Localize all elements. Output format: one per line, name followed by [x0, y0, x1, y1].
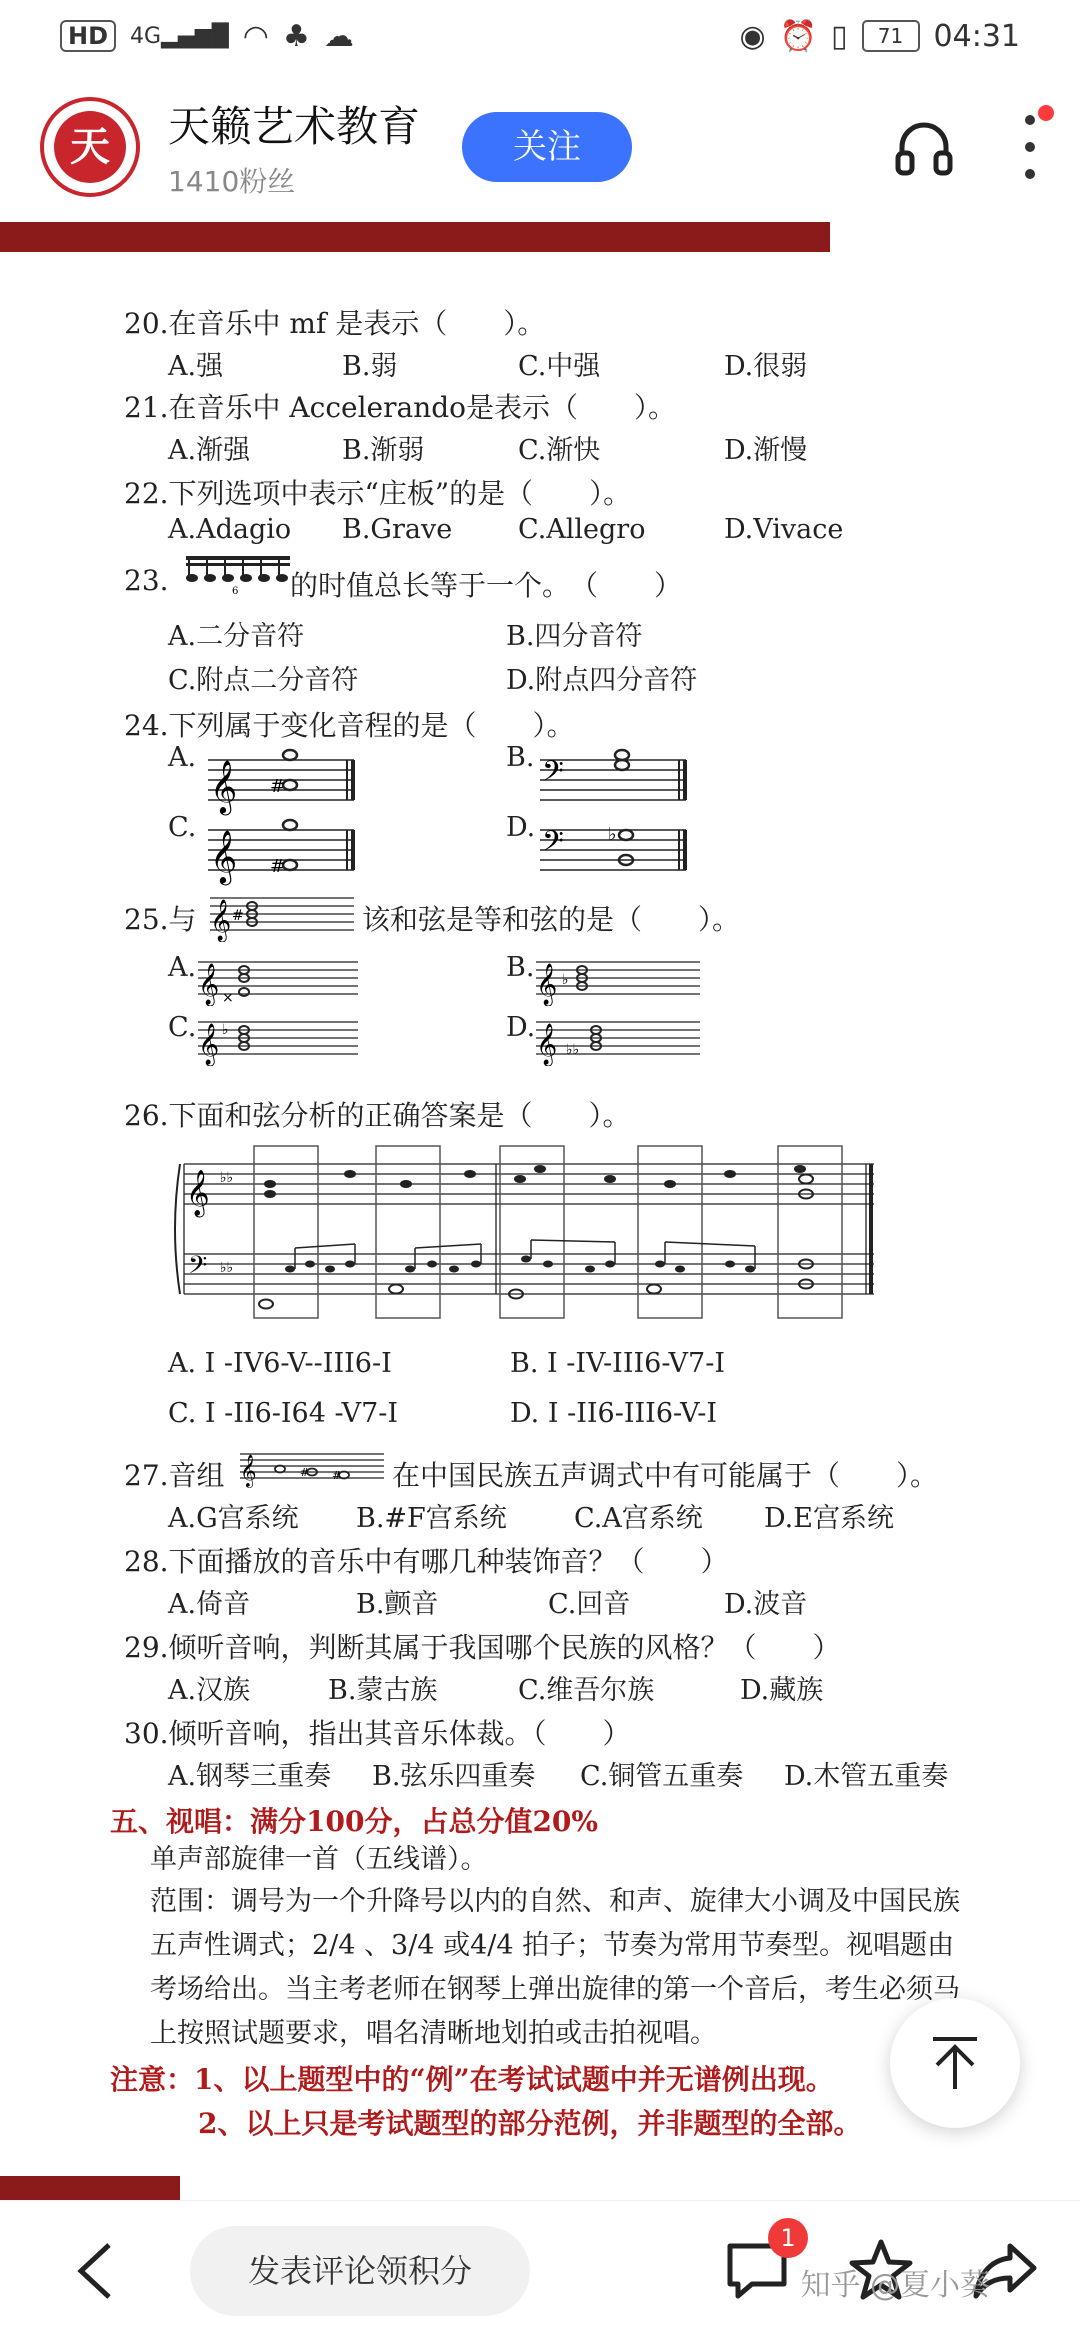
signal-icon: 4G▂▄▆█: [130, 23, 229, 49]
option: A.强: [168, 351, 224, 382]
svg-text:#: #: [300, 1466, 310, 1479]
svg-text:𝄞: 𝄞: [536, 1024, 558, 1065]
comment-input[interactable]: 发表评论领积分: [190, 2226, 530, 2316]
page-number-tab: [0, 2176, 180, 2202]
fan-count: 1410粉丝: [168, 165, 296, 198]
question-28: 28.下面播放的音乐中有哪几种装饰音？（ ）: [124, 1545, 729, 1578]
option: C.铜管五重奏: [580, 1761, 744, 1792]
svg-text:♭: ♭: [608, 824, 617, 845]
svg-text:𝄞: 𝄞: [210, 759, 238, 813]
svg-text:𝄞: 𝄞: [210, 900, 232, 941]
eye-icon: ◉: [739, 18, 766, 54]
document-page: [0, 222, 1080, 2202]
option: A.倚音: [168, 1589, 251, 1620]
more-dot: [1025, 115, 1035, 125]
option: D. I -II6-III6-V-I: [510, 1398, 717, 1429]
more-dot: [1025, 142, 1035, 152]
option: B.弱: [342, 351, 398, 382]
option: D.木管五重奏: [784, 1761, 949, 1792]
question-26: 26.下面和弦分析的正确答案是（ ）。: [124, 1099, 631, 1132]
option: C. I -II6-I64 -V7-I: [168, 1398, 399, 1429]
account-name: 天籁艺术教育: [168, 103, 421, 150]
avatar[interactable]: [40, 97, 140, 197]
option: C.附点二分音符: [168, 665, 359, 696]
follow-button[interactable]: 关注: [462, 112, 632, 182]
music-staff-a: [208, 746, 358, 818]
svg-text:𝄞: 𝄞: [240, 1454, 257, 1487]
option-label: C.: [168, 1012, 197, 1043]
more-dot: [1025, 169, 1035, 179]
note-line-1: 注意：1、以上题型中的“例”在考试试题中并无谱例出现。: [110, 2063, 834, 2096]
clock-time: 04:31: [933, 18, 1020, 54]
music-staff-b: [540, 746, 690, 818]
option: D.藏族: [740, 1675, 824, 1706]
arrow-up-icon: [925, 2033, 985, 2093]
chord-staff: [210, 890, 356, 942]
svg-text:#: #: [232, 908, 244, 924]
option-label: D.: [506, 1012, 536, 1043]
option: B.颤音: [356, 1589, 439, 1620]
option: A.钢琴三重奏: [168, 1761, 332, 1792]
svg-text:#: #: [270, 856, 286, 877]
question-22: 22.下列选项中表示“庄板”的是（ ）。: [124, 477, 632, 510]
status-right: [739, 19, 1020, 54]
option: D.很弱: [724, 351, 808, 382]
option: A. I -IV6-V--III6-I: [168, 1348, 392, 1379]
wifi-icon: ◠: [242, 18, 269, 54]
question-23-suffix: 的时值总长等于一个。 （ ）: [290, 569, 683, 602]
option: C.回音: [548, 1589, 631, 1620]
svg-text:#: #: [270, 776, 286, 797]
svg-text:♭♭: ♭♭: [220, 1260, 234, 1276]
option: D.Vivace: [724, 514, 844, 545]
svg-text:♭♭: ♭♭: [566, 1042, 580, 1058]
note-line-2: 2、以上只是考试题型的部分范例，并非题型的全部。: [198, 2107, 862, 2140]
option: B.渐弱: [342, 435, 425, 466]
option-label: B.: [506, 742, 535, 773]
music-staff-d: [540, 816, 690, 888]
section-title: 五、视唱：满分100分，占总分值20%: [110, 1805, 599, 1838]
headphones-icon[interactable]: [892, 115, 956, 179]
question-25: 25.与: [124, 903, 197, 936]
pitch-set-staff: [240, 1448, 386, 1488]
chord-staff-a: [198, 952, 360, 1006]
svg-text:𝄞: 𝄞: [210, 829, 238, 883]
question-21: 21.在音乐中 Accelerando是表示（ ）。: [124, 391, 677, 424]
question-25-suffix: 该和弦是等和弦的是（ ）。: [362, 903, 741, 936]
option: B. I -IV-III6-V7-I: [510, 1348, 725, 1379]
battery-icon: 71: [862, 20, 920, 52]
comments-button[interactable]: [722, 2223, 796, 2306]
notification-dot: [1038, 105, 1054, 121]
svg-text:𝄢: 𝄢: [542, 755, 564, 795]
question-27-suffix: 在中国民族五声调式中有可能属于（ ）。: [392, 1459, 939, 1492]
header-actions: [892, 115, 1040, 179]
chord-staff-d: [536, 1012, 702, 1066]
comment-count-badge: 1: [768, 2218, 808, 2258]
option-label: B.: [506, 952, 535, 983]
more-menu-icon[interactable]: [1020, 115, 1040, 179]
question-23: 23.: [124, 564, 169, 597]
music-staff-c: [208, 816, 358, 888]
scroll-to-top-button[interactable]: [890, 1998, 1020, 2128]
question-30: 30.倾听音响，指出其音乐体裁。（ ）: [124, 1717, 631, 1750]
section-paragraph: 范围：调号为一个升降号以内的自然、和声、旋律大小调及中国民族五声性调式；2/4 、3/4 或4/4 拍子；节奏为常用节奏型。视唱题由考场给出。当主考老师在钢琴上弹出旋律的第一个音后，考生必须马上按照试题要求，唱名清晰地划拍或击拍视唱。: [150, 1886, 960, 2049]
question-24: 24.下列属于变化音程的是（ ）。: [124, 709, 575, 742]
svg-text:×: ×: [222, 990, 234, 1006]
vibrate-icon: ▯: [831, 18, 848, 54]
option: D.波音: [724, 1589, 808, 1620]
svg-text:6: 6: [232, 586, 239, 596]
svg-text:𝄢: 𝄢: [188, 1251, 208, 1286]
back-button[interactable]: [40, 2216, 150, 2326]
option-label: C.: [168, 812, 197, 843]
option: D.附点四分音符: [506, 665, 698, 696]
account-header: [0, 72, 1080, 222]
svg-text:𝄞: 𝄞: [186, 1170, 210, 1216]
alarm-icon: ⏰: [779, 18, 818, 54]
option: A.G宫系统: [168, 1503, 299, 1534]
question-27: 27.音组: [124, 1459, 225, 1492]
status-bar: [0, 0, 1080, 72]
account-info[interactable]: [168, 94, 420, 200]
svg-text:#: #: [332, 1469, 342, 1482]
svg-text:𝄞: 𝄞: [198, 964, 220, 1005]
svg-text:♭: ♭: [562, 972, 569, 988]
option-label: A.: [168, 742, 197, 773]
chord-staff-b: [536, 952, 702, 1006]
section-line: 单声部旋律一首（五线谱）。: [150, 1844, 488, 1875]
option: A.渐强: [168, 435, 251, 466]
qq-icon: ♣: [282, 18, 310, 54]
back-arrow-icon: [73, 2241, 117, 2301]
option: D.E宫系统: [764, 1503, 894, 1534]
svg-text:♭♭: ♭♭: [220, 1170, 234, 1186]
svg-text:𝄞: 𝄞: [536, 964, 558, 1005]
svg-text:♭: ♭: [222, 1022, 229, 1038]
cloud-icon: ☁: [323, 18, 354, 54]
option-label: D.: [506, 812, 536, 843]
option: A.Adagio: [168, 514, 292, 545]
option: D.渐慢: [724, 435, 808, 466]
svg-text:𝄞: 𝄞: [198, 1024, 220, 1065]
avatar-logo: 天: [54, 111, 126, 183]
question-29: 29.倾听音响，判断其属于我国哪个民族的风格？（ ）: [124, 1631, 841, 1664]
grand-staff-score: [170, 1142, 880, 1322]
page-banner: [0, 222, 830, 252]
option: B.#F宫系统: [356, 1503, 507, 1534]
watermark: 知乎 @夏小葵: [800, 2268, 990, 2303]
sextuplet-notes-icon: [184, 552, 292, 596]
svg-text:𝄢: 𝄢: [542, 825, 564, 865]
option: A.汉族: [168, 1675, 251, 1706]
chord-staff-c: [198, 1012, 360, 1066]
signal-label: 4G: [130, 23, 162, 49]
option: B.弦乐四重奏: [372, 1761, 536, 1792]
option: C.维吾尔族: [518, 1675, 655, 1706]
option: C.Allegro: [518, 514, 646, 545]
option: A.二分音符: [168, 621, 305, 652]
network-type-icon: HD: [60, 20, 116, 52]
question-20: 20.在音乐中 mf 是表示（ ）。: [124, 307, 546, 340]
option: B.蒙古族: [328, 1675, 438, 1706]
option: B.Grave: [342, 514, 453, 545]
option: C.A宫系统: [574, 1503, 703, 1534]
option: B.四分音符: [506, 621, 643, 652]
option-label: A.: [168, 952, 197, 983]
option: C.中强: [518, 351, 601, 382]
option: C.渐快: [518, 435, 601, 466]
status-left: [60, 19, 354, 54]
